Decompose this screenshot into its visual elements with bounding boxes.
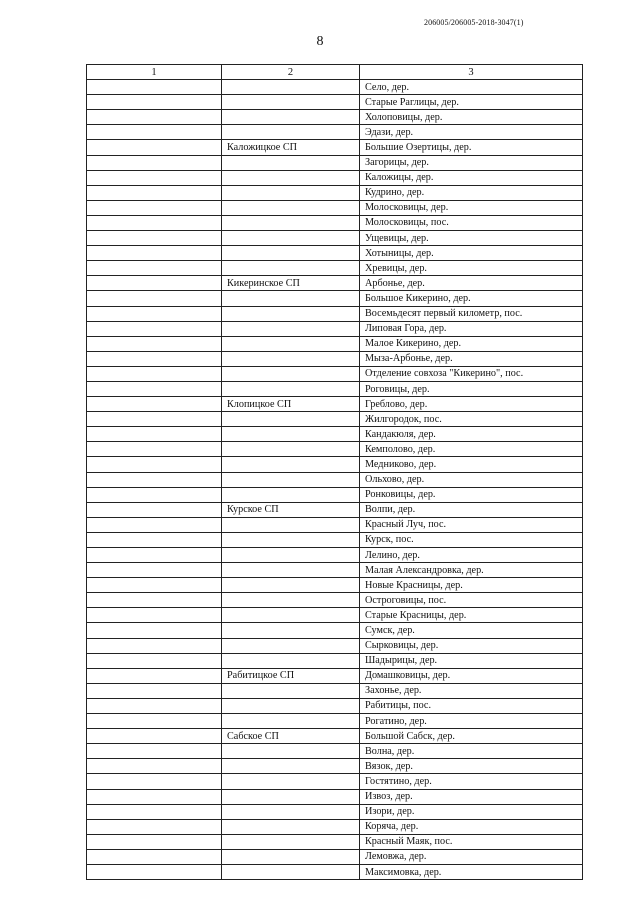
locality-cell: Молосковицы, дер. [360,200,583,215]
locality-cell: Волпи, дер. [360,502,583,517]
locality-cell: Сырковицы, дер. [360,638,583,653]
table-row [87,487,583,502]
district-cell [87,532,222,547]
table-row [87,80,583,95]
locality-cell: Большие Озертицы, дер. [360,140,583,155]
locality-cell: Извоз, дер. [360,789,583,804]
table-row [87,125,583,140]
locality-cell: Малое Кикерино, дер. [360,336,583,351]
district-cell [87,578,222,593]
settlement-municipality-cell [222,683,360,698]
district-cell [87,185,222,200]
locality-cell: Липовая Гора, дер. [360,321,583,336]
settlement-municipality-cell [222,200,360,215]
settlement-municipality-cell [222,412,360,427]
district-cell [87,759,222,774]
district-cell [87,714,222,729]
table-row [87,185,583,200]
table-row [87,261,583,276]
district-cell [87,306,222,321]
table-row [87,819,583,834]
settlement-municipality-cell [222,563,360,578]
district-cell [87,215,222,230]
table-row [87,502,583,517]
district-cell [87,668,222,683]
table-row [87,306,583,321]
locality-cell: Ущевицы, дер. [360,231,583,246]
locality-cell: Вязок, дер. [360,759,583,774]
district-cell [87,653,222,668]
table-row [87,215,583,230]
table-row [87,714,583,729]
locality-cell: Кемполово, дер. [360,442,583,457]
settlement-municipality-cell [222,532,360,547]
locality-cell: Мыза-Арбонье, дер. [360,351,583,366]
district-cell [87,155,222,170]
district-cell [87,397,222,412]
locality-cell: Ронковицы, дер. [360,487,583,502]
locality-cell: Роговицы, дер. [360,381,583,396]
table-row [87,336,583,351]
settlement-municipality-cell [222,457,360,472]
settlement-municipality-cell [222,849,360,864]
locality-cell: Эдази, дер. [360,125,583,140]
settlement-municipality-cell [222,804,360,819]
settlement-municipality-cell: Сабское СП [222,729,360,744]
table-row [87,351,583,366]
locality-cell: Гостятино, дер. [360,774,583,789]
table-row [87,563,583,578]
district-cell [87,95,222,110]
district-cell [87,321,222,336]
district-cell [87,804,222,819]
table-row [87,276,583,291]
table-row [87,834,583,849]
locality-cell: Домашковицы, дер. [360,668,583,683]
table-row [87,729,583,744]
district-cell [87,608,222,623]
district-cell [87,366,222,381]
table-row [87,140,583,155]
locality-cell: Ольхово, дер. [360,472,583,487]
locality-cell: Жилгородок, пос. [360,412,583,427]
table-row [87,412,583,427]
table-row [87,231,583,246]
column-header-1: 1 [87,65,222,80]
column-header-2: 2 [222,65,360,80]
settlement-municipality-cell [222,548,360,563]
locality-cell: Кандакюля, дер. [360,427,583,442]
district-cell [87,200,222,215]
locality-cell: Лемовжа, дер. [360,849,583,864]
settlement-municipality-cell [222,774,360,789]
settlement-municipality-cell [222,623,360,638]
locality-cell: Кудрино, дер. [360,185,583,200]
locality-cell: Восемьдесят первый километр, пос. [360,306,583,321]
table-row [87,427,583,442]
settlement-municipality-cell [222,653,360,668]
table-row [87,864,583,879]
document-id: 206005/206005-2018-3047(1) [424,18,524,27]
table-row [87,759,583,774]
district-cell [87,744,222,759]
table-row [87,321,583,336]
district-cell [87,563,222,578]
locality-cell: Греблово, дер. [360,397,583,412]
district-cell [87,487,222,502]
table-row [87,200,583,215]
table-row [87,774,583,789]
district-cell [87,457,222,472]
settlement-municipality-cell [222,351,360,366]
table-row [87,653,583,668]
table-row [87,683,583,698]
locality-cell: Молосковицы, пос. [360,215,583,230]
locality-cell: Отделение совхоза "Кикерино", пос. [360,366,583,381]
settlement-municipality-cell [222,789,360,804]
district-cell [87,125,222,140]
district-cell [87,593,222,608]
district-cell [87,472,222,487]
table-row [87,366,583,381]
locality-cell: Хотыницы, дер. [360,246,583,261]
table-row [87,381,583,396]
district-cell [87,517,222,532]
settlement-municipality-cell [222,110,360,125]
district-cell [87,683,222,698]
district-cell [87,351,222,366]
district-cell [87,427,222,442]
settlement-municipality-cell [222,698,360,713]
page-number: 8 [316,34,324,49]
table-row [87,170,583,185]
locality-cell: Остроговицы, пос. [360,593,583,608]
table-row [87,442,583,457]
settlement-municipality-cell: Клопицкое СП [222,397,360,412]
district-cell [87,864,222,879]
settlement-municipality-cell [222,759,360,774]
district-cell [87,789,222,804]
district-cell [87,502,222,517]
table-row [87,744,583,759]
settlement-municipality-cell [222,864,360,879]
settlement-municipality-cell [222,261,360,276]
district-cell [87,381,222,396]
settlement-municipality-cell [222,306,360,321]
settlement-municipality-cell [222,638,360,653]
district-cell [87,442,222,457]
settlement-municipality-cell [222,155,360,170]
locality-cell: Коряча, дер. [360,819,583,834]
locality-cell: Хревицы, дер. [360,261,583,276]
table-row [87,698,583,713]
settlement-municipality-cell: Кикеринское СП [222,276,360,291]
locality-cell: Рабитицы, пос. [360,698,583,713]
table-body [87,80,583,880]
locality-cell: Курск, пос. [360,532,583,547]
locality-cell: Большое Кикерино, дер. [360,291,583,306]
settlement-municipality-cell [222,170,360,185]
settlement-municipality-cell: Курское СП [222,502,360,517]
locality-cell: Максимовка, дер. [360,864,583,879]
settlement-municipality-cell [222,381,360,396]
district-cell [87,849,222,864]
district-cell [87,276,222,291]
locality-cell: Лелино, дер. [360,548,583,563]
settlement-municipality-cell [222,366,360,381]
table-row [87,849,583,864]
table-row [87,110,583,125]
district-cell [87,774,222,789]
settlement-municipality-cell [222,215,360,230]
locality-cell: Холоповицы, дер. [360,110,583,125]
district-cell [87,80,222,95]
locality-cell: Красный Маяк, пос. [360,834,583,849]
table-header-row [87,65,583,80]
locality-cell: Старые Раглицы, дер. [360,95,583,110]
district-cell [87,170,222,185]
district-cell [87,231,222,246]
settlement-municipality-cell [222,321,360,336]
locality-cell: Рогатино, дер. [360,714,583,729]
district-cell [87,336,222,351]
table-row [87,532,583,547]
table-row [87,578,583,593]
locality-cell: Шадырицы, дер. [360,653,583,668]
table-row [87,668,583,683]
table-row [87,517,583,532]
settlement-municipality-cell [222,246,360,261]
settlement-municipality-cell [222,231,360,246]
district-cell [87,819,222,834]
locality-cell: Захонье, дер. [360,683,583,698]
locality-cell: Село, дер. [360,80,583,95]
settlement-municipality-cell [222,95,360,110]
district-cell [87,638,222,653]
settlement-municipality-cell: Каложицкое СП [222,140,360,155]
locality-cell: Сумск, дер. [360,623,583,638]
settlement-municipality-cell [222,472,360,487]
settlement-municipality-cell [222,125,360,140]
column-header-3: 3 [360,65,583,80]
locality-cell: Изори, дер. [360,804,583,819]
settlement-municipality-cell [222,442,360,457]
locality-cell: Старые Красницы, дер. [360,608,583,623]
table-row [87,291,583,306]
table-row [87,804,583,819]
locality-cell: Волна, дер. [360,744,583,759]
district-cell [87,834,222,849]
locality-cell: Малая Александровка, дер. [360,563,583,578]
settlement-municipality-cell [222,819,360,834]
table-row [87,608,583,623]
locality-cell: Загорицы, дер. [360,155,583,170]
district-cell [87,729,222,744]
settlement-municipality-cell [222,714,360,729]
settlement-municipality-cell [222,578,360,593]
district-cell [87,412,222,427]
district-cell [87,548,222,563]
settlement-municipality-cell [222,517,360,532]
table-row [87,789,583,804]
table-row [87,246,583,261]
table-row [87,397,583,412]
settlement-municipality-cell [222,593,360,608]
settlement-municipality-cell: Рабитицкое СП [222,668,360,683]
locality-cell: Каложицы, дер. [360,170,583,185]
settlement-municipality-cell [222,185,360,200]
table-row [87,623,583,638]
district-cell [87,246,222,261]
table-row [87,95,583,110]
district-cell [87,623,222,638]
settlement-municipality-cell [222,744,360,759]
locality-cell: Медниково, дер. [360,457,583,472]
district-cell [87,698,222,713]
locality-cell: Новые Красницы, дер. [360,578,583,593]
locality-cell: Большой Сабск, дер. [360,729,583,744]
settlement-municipality-cell [222,427,360,442]
settlement-municipality-cell [222,291,360,306]
district-cell [87,291,222,306]
table-row [87,548,583,563]
settlement-municipality-cell [222,487,360,502]
table-row [87,155,583,170]
table-row [87,472,583,487]
district-cell [87,140,222,155]
locality-cell: Красный Луч, пос. [360,517,583,532]
district-cell [87,261,222,276]
settlement-municipality-cell [222,834,360,849]
settlements-table [86,64,583,880]
settlement-municipality-cell [222,336,360,351]
settlement-municipality-cell [222,80,360,95]
table-row [87,638,583,653]
district-cell [87,110,222,125]
table-row [87,457,583,472]
locality-cell: Арбонье, дер. [360,276,583,291]
table-row [87,593,583,608]
settlement-municipality-cell [222,608,360,623]
